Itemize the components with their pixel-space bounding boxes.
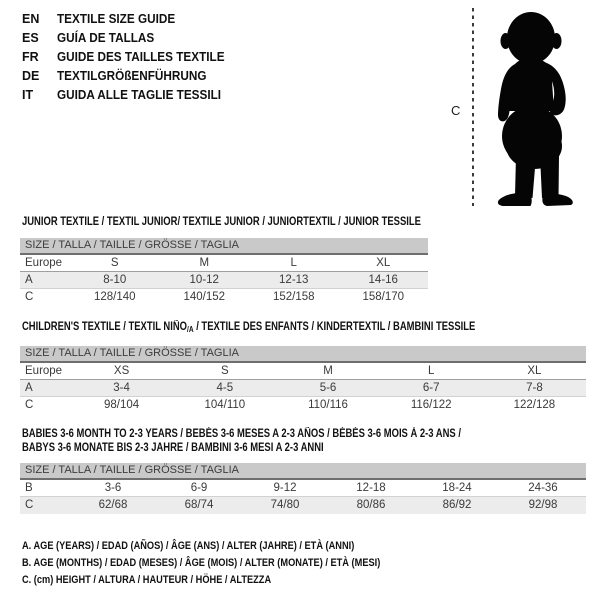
size-cell: 98/104 (104, 399, 140, 411)
size-cell: 24-36 (528, 482, 558, 494)
size-cell: 62/68 (98, 499, 128, 511)
size-cell: 4-5 (216, 382, 234, 394)
size-cell: 6-9 (190, 482, 208, 494)
size-cell: 152/158 (272, 291, 315, 303)
language-row-de (22, 67, 235, 86)
language-code: EN (22, 12, 40, 26)
row-label: C (25, 399, 34, 411)
size-cell: S (110, 257, 119, 269)
size-cell: 3-4 (113, 382, 130, 394)
size-cell: 14-16 (368, 274, 398, 286)
size-cell: M (323, 365, 333, 377)
row-label: A (25, 382, 33, 394)
size-cell: 140/152 (183, 291, 226, 303)
row-label: C (25, 291, 34, 303)
size-header-bar: SIZE / TALLA / TAILLE / GRÖSSE / TAGLIA (20, 238, 428, 255)
size-cell: 5-6 (319, 382, 337, 394)
language-code: DE (22, 69, 40, 83)
size-cell: 6-7 (422, 382, 440, 394)
size-cell: 86/92 (442, 499, 472, 511)
measure-c-label: C (451, 103, 461, 118)
legend-line-a: A. AGE (YEARS) / EDAD (AÑOS) / ÂGE (ANS) / ALTER (JAHRE) / ETÀ (ANNI) (22, 540, 355, 552)
size-cell: L (290, 257, 297, 269)
table-row-height (20, 397, 586, 414)
size-cell: L (428, 365, 435, 377)
language-code: FR (22, 50, 39, 64)
size-header-bar: SIZE / TALLA / TAILLE / GRÖSSE / TAGLIA (20, 463, 586, 480)
table-row-height (20, 497, 586, 514)
size-cell: 122/128 (513, 399, 556, 411)
language-row-en (22, 10, 235, 29)
table-row-europe (20, 255, 428, 272)
junior-size-table (20, 238, 428, 306)
babies-size-table (20, 463, 586, 514)
size-header-bar: SIZE / TALLA / TAILLE / GRÖSSE / TAGLIA (20, 346, 586, 363)
legend-line-b: B. AGE (MONTHS) / EDAD (MESES) / ÂGE (MOIS) / ALTER (MONATE) / ETÀ (MESI) (22, 557, 381, 569)
language-row-es (22, 29, 235, 48)
babies-table-title: BABIES 3-6 MONTH TO 2-3 YEARS / BEBÉS 3-6 MESES A 2-3 AÑOS / BÉBÉS 3-6 MOIS À 2-3 ANS / (22, 428, 461, 440)
size-cell: S (220, 365, 229, 377)
size-cell: XS (113, 365, 130, 377)
size-cell: 116/122 (410, 399, 452, 411)
language-label: GUIDA ALLE TAGLIE TESSILI (57, 88, 222, 102)
language-row-fr (22, 48, 235, 67)
table-row-age-months (20, 480, 586, 497)
size-cell: 3-6 (104, 482, 122, 494)
language-label: GUIDE DES TAILLES TEXTILE (57, 50, 225, 64)
measure-legend (22, 538, 600, 589)
junior-table-title: JUNIOR TEXTILE / TEXTIL JUNIOR/ TEXTILE JUNIOR / JUNIORTEXTIL / JUNIOR TESSILE (22, 216, 421, 228)
language-code: ES (22, 31, 39, 45)
size-cell: 12-13 (279, 274, 309, 286)
children-size-table (20, 346, 586, 414)
size-cell: 12-18 (356, 482, 386, 494)
size-cell: 8-10 (103, 274, 127, 286)
table-row-europe (20, 363, 586, 380)
size-cell: M (199, 257, 210, 269)
size-cell: 158/170 (362, 291, 405, 303)
nino-a-subscript: /A (187, 325, 194, 334)
language-title-list (22, 10, 235, 105)
size-cell: 80/86 (356, 499, 386, 511)
size-cell: 7-8 (526, 382, 543, 394)
size-cell: 9-12 (273, 482, 297, 494)
size-cell: 128/140 (93, 291, 136, 303)
header-section (0, 0, 600, 211)
size-cell: 10-12 (189, 274, 219, 286)
row-label: B (25, 482, 33, 494)
size-cell: 74/80 (270, 499, 300, 511)
language-code: IT (22, 88, 34, 102)
children-table-title: CHILDREN'S TEXTILE / TEXTIL $NIÑO_{/A}$ / TEXTILE DES ENFANTS / KINDERTEXTIL / BAMBINI TESSILE (22, 321, 476, 334)
size-cell: 68/74 (184, 499, 214, 511)
height-dotted-line (472, 8, 474, 206)
size-cell: 92/98 (528, 499, 558, 511)
language-label: TEXTILE SIZE GUIDE (57, 12, 176, 26)
language-label: GUÍA DE TALLAS (57, 31, 155, 45)
size-cell: XL (376, 257, 391, 269)
language-label: TEXTILGRÖßENFÜHRUNG (57, 69, 207, 83)
size-cell: 110/116 (308, 399, 348, 411)
table-row-age (20, 380, 586, 397)
size-cell: XL (527, 365, 542, 377)
row-label: Europe (25, 365, 63, 377)
babies-table-title-line2: BABYS 3-6 MONATE BIS 2-3 JAHRE / BAMBINI 3-6 MESI A 2-3 ANNI (22, 442, 324, 454)
legend-line-c: C. (cm) HEIGHT / ALTURA / HAUTEUR / HÖHE / ALTEZZA (22, 574, 272, 586)
row-label: A (25, 274, 33, 286)
toddler-silhouette-icon (484, 8, 588, 210)
size-cell: 104/110 (204, 399, 246, 411)
language-row-it (22, 86, 235, 105)
table-row-age (20, 272, 428, 289)
size-cell: 18-24 (442, 482, 472, 494)
row-label: C (25, 499, 34, 511)
row-label: Europe (25, 257, 63, 269)
table-row-height (20, 289, 428, 306)
